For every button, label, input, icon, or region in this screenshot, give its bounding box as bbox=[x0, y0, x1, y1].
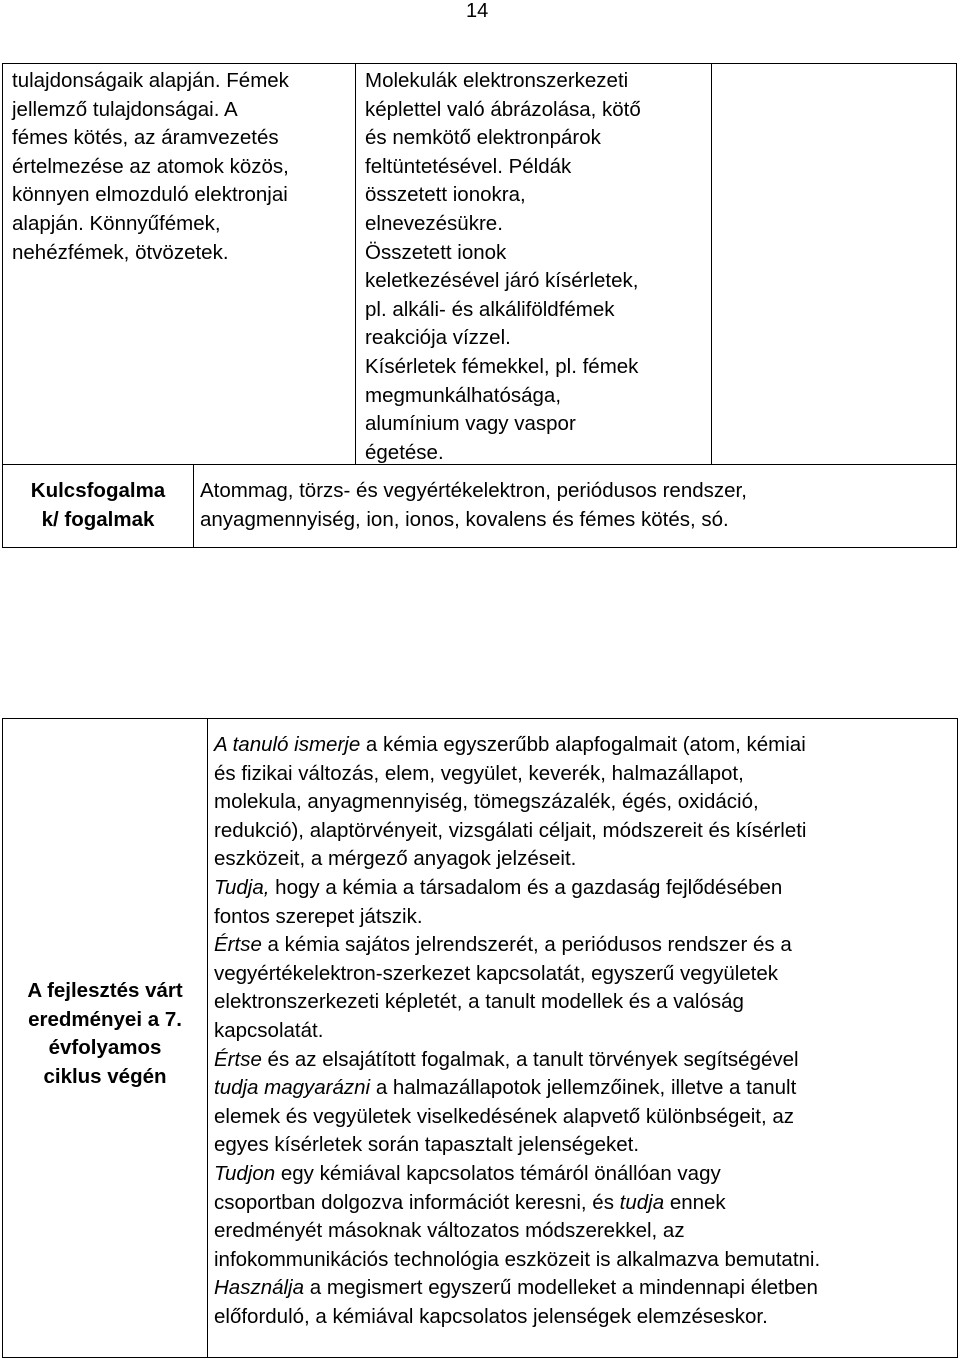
outcomes-label: évfolyamos bbox=[48, 1036, 162, 1060]
outcomes-line: infokommunikációs technológia eszközeit is alkalmazva bemutatni. bbox=[214, 1247, 821, 1271]
outcomes-line: tudja magyarázni a halmazállapotok jellemzőinek, illetve a tanult bbox=[214, 1076, 797, 1100]
outcomes-label: eredményei a 7. bbox=[28, 1007, 182, 1031]
outcomes-line: Értse a kémia sajátos jelrendszerét, a periódusos rendszer és a bbox=[214, 933, 792, 957]
activities-line: pl. alkáli- és alkáliföldfémek bbox=[365, 297, 615, 321]
outcomes-label: ciklus végén bbox=[43, 1064, 167, 1088]
topics-line: könnyen elmozduló elektronjai bbox=[12, 183, 288, 207]
activities-line: megmunkálhatósága, bbox=[365, 383, 562, 407]
empty-cell bbox=[710, 63, 957, 465]
outcomes-line: redukció), alaptörvényeit, vizsgálati céljait, módszereit és kísérleti bbox=[214, 818, 807, 842]
activities-line: elnevezésükre. bbox=[365, 211, 503, 235]
key-concepts-line: anyagmennyiség, ion, ionos, kovalens és fémes kötés, só. bbox=[200, 507, 729, 531]
topics-line: alapján. Könnyűfémek, bbox=[12, 211, 221, 235]
outcomes-label: A fejlesztés várt bbox=[27, 979, 183, 1002]
key-concepts-cell bbox=[192, 464, 957, 548]
activities-cell bbox=[355, 63, 712, 465]
activities-line: Összetett ionok bbox=[365, 240, 507, 264]
key-concepts-label: Kulcsfogalma bbox=[30, 479, 166, 502]
outcomes-line: Értse és az elsajátított fogalmak, a tanult törvények segítségével bbox=[214, 1047, 799, 1071]
topics-cell bbox=[2, 63, 356, 465]
outcomes-line: Tudjon egy kémiával kapcsolatos témáról önállóan vagy bbox=[214, 1161, 721, 1185]
outcomes-line: molekula, anyagmennyiség, tömegszázalék, égés, oxidáció, bbox=[214, 790, 759, 814]
outcomes-line: eszközeit, a mérgező anyagok jelzéseit. bbox=[214, 847, 577, 871]
outcomes-line: vegyértékelektron-szerkezet kapcsolatát, egyszerű vegyületek bbox=[214, 961, 779, 985]
outcomes-line: Használja a megismert egyszerű modelleket a mindennapi életben bbox=[214, 1276, 818, 1300]
topics-line: fémes kötés, az áramvezetés bbox=[12, 126, 279, 150]
outcomes-line: csoportban dolgozva információt keresni, és tudja ennek bbox=[214, 1190, 726, 1214]
outcomes-line: elektronszerkezeti képletét, a tanult modellek és a valóság bbox=[214, 990, 744, 1014]
outcomes-line: egyes kísérletek során tapasztalt jelenségeket. bbox=[214, 1133, 640, 1157]
outcomes-line: A tanuló ismerje a kémia egyszerűbb alapfogalmait (atom, kémiai bbox=[214, 733, 806, 756]
topics-line: tulajdonságaik alapján. Fémek bbox=[12, 69, 289, 92]
activities-line: képlettel való ábrázolása, kötő bbox=[365, 97, 641, 121]
outcomes-line: előforduló, a kémiával kapcsolatos jelenségek elemzéseskor. bbox=[214, 1304, 768, 1328]
activities-line: égetése. bbox=[365, 440, 444, 464]
activities-line: Molekulák elektronszerkezeti bbox=[365, 69, 629, 92]
outcomes-label-cell bbox=[2, 718, 208, 1358]
outcomes-line: kapcsolatát. bbox=[214, 1018, 324, 1042]
outcomes-line: elemek és vegyületek viselkedésének alapvető különbségeit, az bbox=[214, 1104, 795, 1128]
outcomes-line: fontos szerepet játszik. bbox=[214, 904, 423, 928]
outcomes-line: és fizikai változás, elem, vegyület, keverék, halmazállapot, bbox=[214, 761, 744, 785]
key-concepts-label: k/ fogalmak bbox=[41, 507, 155, 531]
key-concepts-label-cell bbox=[2, 464, 194, 548]
key-concepts-line: Atommag, törzs- és vegyértékelektron, periódusos rendszer, bbox=[200, 479, 747, 502]
topics-line: értelmezése az atomok közös, bbox=[12, 154, 289, 178]
activities-line: összetett ionokra, bbox=[365, 183, 526, 207]
activities-line: Kísérletek fémekkel, pl. fémek bbox=[365, 354, 639, 378]
outcomes-line: eredményét másoknak változatos módszerekkel, az bbox=[214, 1219, 685, 1243]
activities-line: alumínium vagy vaspor bbox=[365, 412, 576, 436]
outcomes-line: Tudja, hogy a kémia a társadalom és a gazdaság fejlődésében bbox=[214, 875, 783, 899]
activities-line: feltüntetésével. Példák bbox=[365, 154, 572, 178]
activities-line: és nemkötő elektronpárok bbox=[365, 126, 601, 150]
topics-line: jellemző tulajdonságai. A bbox=[12, 97, 238, 121]
outcomes-cell bbox=[206, 718, 958, 1358]
page-number: 14 bbox=[466, 0, 489, 22]
topics-line: nehézfémek, ötvözetek. bbox=[12, 240, 229, 264]
activities-line: reakciója vízzel. bbox=[365, 326, 511, 350]
activities-line: keletkezésével járó kísérletek, bbox=[365, 269, 639, 293]
